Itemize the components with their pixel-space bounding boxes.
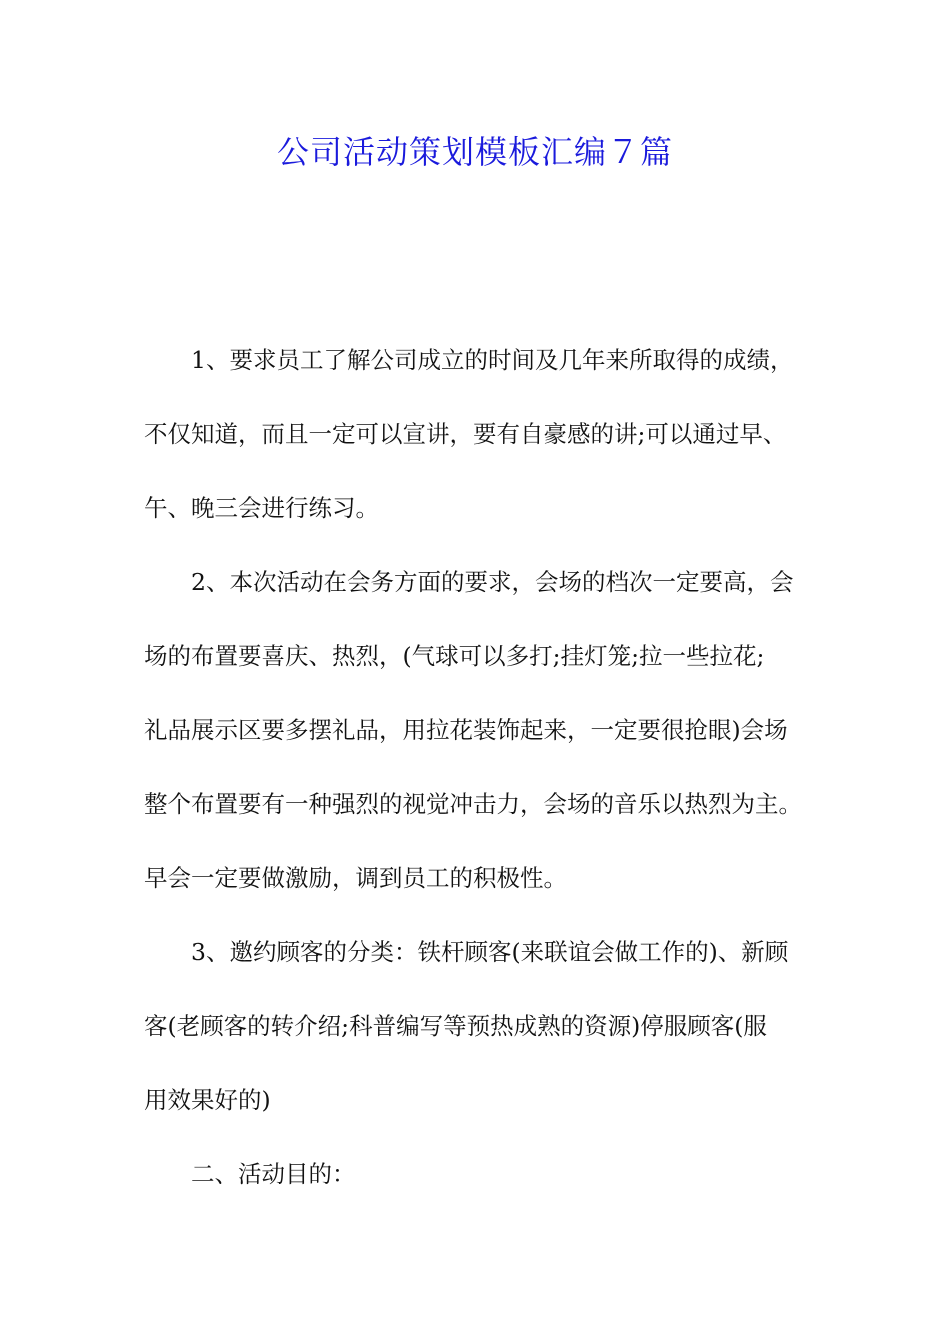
- paragraph-1-line-2: 不仅知道，而且一定可以宣讲，要有自豪感的讲;可以通过早、: [144, 420, 787, 448]
- paragraph-3-line-3: 用效果好的): [144, 1086, 271, 1114]
- paragraph-2-line-4: 整个布置要有一种强烈的视觉冲击力，会场的音乐以热烈为主。: [144, 790, 802, 818]
- paragraph-3-line-2: 客(老顾客的转介绍;科普编写等预热成熟的资源)停服顾客(服: [144, 1012, 767, 1040]
- paragraph-3-line-1: 3、邀约顾客的分类：铁杆顾客(来联谊会做工作的)、新顾: [191, 938, 789, 966]
- paragraph-2-line-2: 场的布置要喜庆、热烈，(气球可以多打;挂灯笼;拉一些拉花;: [144, 642, 765, 670]
- paragraph-1-line-3: 午、晚三会进行练习。: [144, 494, 379, 522]
- document-title: 公司活动策划模板汇编７篇: [276, 133, 673, 171]
- paragraph-2-line-5: 早会一定要做激励，调到员工的积极性。: [144, 864, 567, 892]
- paragraph-1-line-1: 1、要求员工了解公司成立的时间及几年来所取得的成绩，: [191, 346, 794, 374]
- paragraph-2-line-1: 2、本次活动在会务方面的要求，会场的档次一定要高，会: [191, 568, 794, 596]
- section-heading: 二、活动目的：: [191, 1160, 356, 1188]
- document-body: [144, 323, 824, 1211]
- paragraph-2-line-3: 礼品展示区要多摆礼品，用拉花装饰起来，一定要很抢眼)会场: [144, 716, 788, 744]
